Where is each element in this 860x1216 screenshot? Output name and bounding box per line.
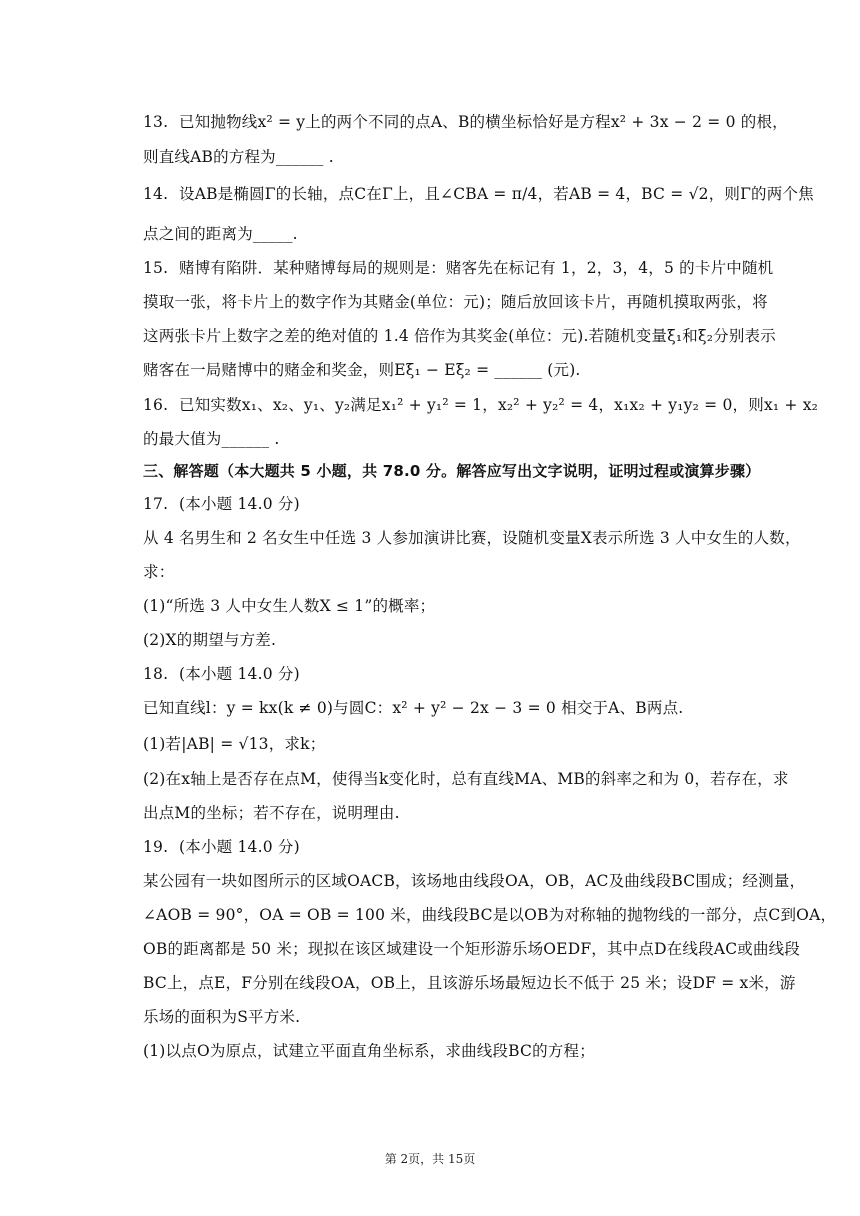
- q17-header: [143, 494, 753, 514]
- q14-line-1: [143, 184, 814, 204]
- q17-text: 从 4 名男生和 2 名女生中任选 3 人参加演讲比赛，设随机变量X表示所选 3 人中女生的人数，: [143, 529, 801, 547]
- q15-line-2: [143, 292, 768, 312]
- q15-line-1: [143, 258, 774, 278]
- q19-line-2: [143, 905, 837, 925]
- question-number: 16.: [143, 396, 169, 414]
- q16-text: 已知实数x₁、x₂、y₁、y₂满足x₁² + y₁² = 1，x₂² + y₂² = 4，x₁x₂ + y₁y₂ = 0，则x₁ + x₂: [179, 396, 819, 414]
- q18-part-2-text: (2)在x轴上是否存在点M，使得当k变化时，总有直线MA、MB的斜率之和为 0，若存在，求: [143, 770, 789, 788]
- question-number: 14.: [143, 185, 169, 203]
- question-number: 15.: [143, 259, 169, 277]
- q15-text-cont: 赌客在一局赌博中的赌金和奖金，则Eξ₁ − Eξ₂ = ______ (元).: [143, 361, 581, 379]
- q17-line-1: [143, 528, 801, 548]
- q13-text: 已知抛物线x² = y上的两个不同的点A、B的横坐标恰好是方程x² + 3x − 2 = 0 的根，: [179, 113, 788, 131]
- question-number: 19.: [143, 838, 169, 856]
- q19-header: [143, 837, 753, 857]
- q17-part-2-text: (2)X的期望与方差.: [143, 631, 277, 649]
- q16-line-1: [143, 395, 819, 415]
- section-heading-text: 三、解答题（本大题共 5 小题，共 78.0 分。解答应写出文字说明，证明过程或演算步骤）: [143, 462, 761, 480]
- q19-part-1-text: (1)以点O为原点，试建立平面直角坐标系，求曲线段BC的方程；: [143, 1042, 595, 1060]
- q18-header: [143, 664, 753, 684]
- q19-line-4: [143, 973, 796, 993]
- q18-part-2-cont: [143, 803, 753, 823]
- question-number: 18.: [143, 665, 169, 683]
- q19-line-5: [143, 1007, 753, 1027]
- q18-part-2-text-cont: 出点M的坐标；若不存在，说明理由.: [143, 804, 400, 822]
- q14-text-cont: 点之间的距离为_____.: [143, 225, 298, 243]
- q17-line-2: [143, 562, 753, 582]
- section-heading: [143, 461, 761, 481]
- q18-part-1-text: (1)若|AB| = √13，求k；: [143, 735, 326, 753]
- q16-text-cont: 的最大值为______ .: [143, 430, 280, 448]
- q18-line-1: [143, 698, 753, 718]
- q13-text-cont: 则直线AB的方程为______ .: [143, 148, 334, 166]
- q15-line-4: [143, 360, 753, 380]
- q14-text: 设AB是椭圆Γ的长轴，点C在Γ上，且∠CBA = π/4，若AB = 4，BC = √2，则Γ的两个焦: [179, 185, 814, 203]
- q17-part-1-text: (1)“所选 3 人中女生人数X ≤ 1”的概率；: [143, 597, 436, 615]
- q19-text-cont: 乐场的面积为S平方米.: [143, 1008, 301, 1026]
- q13-line-1: [143, 112, 788, 132]
- q18-part-2: [143, 769, 789, 789]
- q18-text: 已知直线l：y = kx(k ≠ 0)与圆C：x² + y² − 2x − 3 = 0 相交于A、B两点.: [143, 699, 684, 717]
- q13-line-2: [143, 147, 753, 167]
- q19-line-3: [143, 939, 801, 959]
- q19-text: 某公园有一块如图所示的区域OACB，该场地由线段OA，OB，AC及曲线段BC围成；经测量，: [143, 872, 806, 890]
- q18-score: (本小题 14.0 分): [179, 665, 300, 683]
- question-number: 13.: [143, 113, 169, 131]
- q18-part-1: [143, 734, 753, 754]
- q15-text-cont: 这两张卡片上数字之差的绝对值的 1.4 倍作为其奖金(单位：元).若随机变量ξ₁和ξ₂分别表示: [143, 327, 776, 345]
- q15-text-cont: 摸取一张，将卡片上的数字作为其赌金(单位：元)；随后放回该卡片，再随机摸取两张，将: [143, 293, 768, 311]
- q19-text-cont: BC上，点E，F分别在线段OA，OB上，且该游乐场最短边长不低于 25 米；设DF = x米，游: [143, 974, 796, 992]
- q15-line-3: [143, 326, 776, 346]
- q19-text-cont: OB的距离都是 50 米；现拟在该区域建设一个矩形游乐场OEDF，其中点D在线段AC或曲线段: [143, 940, 801, 958]
- q19-score: (本小题 14.0 分): [179, 838, 300, 856]
- q19-part-1: [143, 1041, 753, 1061]
- q19-line-1: [143, 871, 806, 891]
- q15-text: 赌博有陷阱．某种赌博每局的规则是：赌客先在标记有 1，2，3，4，5 的卡片中随机: [179, 259, 774, 277]
- page-footer: 第 2页，共 15页: [384, 1152, 476, 1166]
- q17-score: (本小题 14.0 分): [179, 495, 300, 513]
- q19-text-cont: ∠AOB = 90°，OA = OB = 100 米，曲线段BC是以OB为对称轴的抛物线的一部分，点C到OA，: [143, 906, 837, 924]
- q17-part-1: [143, 596, 753, 616]
- q17-text-cont: 求：: [143, 563, 175, 581]
- question-number: 17.: [143, 495, 169, 513]
- q17-part-2: [143, 630, 753, 650]
- q16-line-2: [143, 429, 753, 449]
- q14-line-2: [143, 224, 753, 244]
